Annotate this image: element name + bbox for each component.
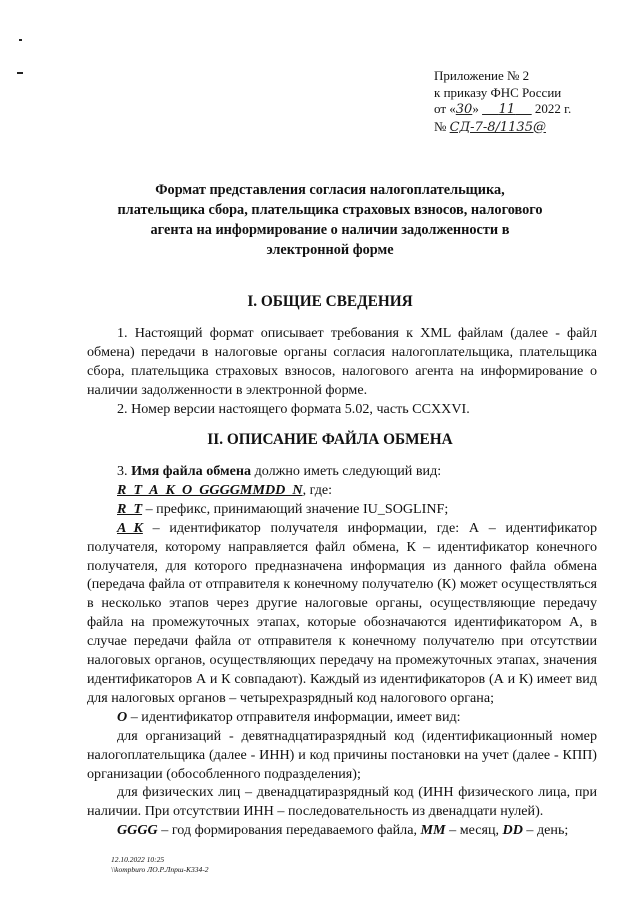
- appendix-number: № СД-7-8/1135@: [434, 118, 546, 135]
- document-title: Формат представления согласия налогоплательщика, плательщика сбора, плательщика страховых взносов, налогового агента на информирование о наличии задолженности в электронной форме: [117, 182, 543, 258]
- paragraph: для организаций - девятнадцатиразрядный код (идентификационный номер налогоплательщика (далее - ИНН) и код причины постановки на учет (далее - КПП) организации (обособленного подразделения);: [87, 727, 597, 782]
- handwritten-day: 30: [455, 102, 473, 117]
- paragraph: O – идентификатор отправителя информации, имеет вид:: [117, 708, 461, 725]
- footer-line: 12.10.2022 10:25: [111, 855, 165, 864]
- paragraph: A_K – идентификатор получателя информации, где: А – идентификатор получателя, которому направляется файл обмена, К – идентификатор конечного получателя, для которого предназначена информация из данного файла обмена (передача файла от отправителя к конечному получателю (К) может осуществляться в несколько этапов через другие налоговые органы, осуществляющие передачу файла на промежуточных этапах, которые обозначаются идентификатором А, в случае передачи файла от отправителя к конечному получателю при отсутствии налоговых органов, осуществляющих передачу на промежуточных этапах, значения идентификаторов А и К совпадают). Каждый из идентификаторов (А и К) имеет вид для налоговых органов – четырехразрядный код налогового органа;: [87, 519, 597, 706]
- file-name-pattern: R_T_A_K_O_GGGGMMDD_N: [117, 481, 303, 498]
- appendix-block: [434, 68, 571, 136]
- handwritten-month: 11: [498, 102, 516, 117]
- section-heading: II. ОПИСАНИЕ ФАЙЛА ОБМЕНА: [207, 431, 453, 448]
- section2-body: [87, 462, 597, 840]
- footer-stamp: [111, 855, 208, 875]
- appendix-line: Приложение № 2: [434, 68, 530, 83]
- scan-mark: [17, 72, 23, 74]
- paragraph: R_T_A_K_O_GGGGMMDD_N, где:: [117, 481, 333, 498]
- section1-body: [87, 324, 597, 419]
- paragraph: R_T – префикс, принимающий значение IU_SOGLINF;: [117, 500, 449, 517]
- appendix-line: к приказу ФНС России: [434, 84, 562, 100]
- paragraph: 2. Номер версии настоящего формата 5.02, часть CCXXVI.: [117, 400, 470, 417]
- paragraph: GGGG – год формирования передаваемого файла, MM – месяц, DD – день;: [117, 822, 569, 839]
- scan-mark: [19, 39, 22, 41]
- section-heading: I. ОБЩИЕ СВЕДЕНИЯ: [247, 293, 413, 310]
- appendix-date: от «30» 11 2022 г.: [434, 101, 572, 117]
- paragraph: для физических лиц – двенадцатиразрядный код (ИНН физического лица, при наличии. При отсутствии ИНН – последовательность из двенадцати нулей).: [87, 784, 597, 820]
- footer-line: \\kompburo ЛО.Р.Лпрш-К334-2: [111, 865, 209, 874]
- paragraph: 1. Настоящий формат описывает требования к XML файлам (далее - файл обмена) передачи в налоговые органы согласия налогоплательщика, плательщика сбора, плательщика страховых взносов, налогового агента на информирование о наличии задолженности в электронной форме.: [87, 325, 597, 398]
- handwritten-order-number: СД-7-8/1135@: [449, 119, 546, 135]
- paragraph: 3. Имя файла обмена должно иметь следующий вид:: [117, 463, 442, 479]
